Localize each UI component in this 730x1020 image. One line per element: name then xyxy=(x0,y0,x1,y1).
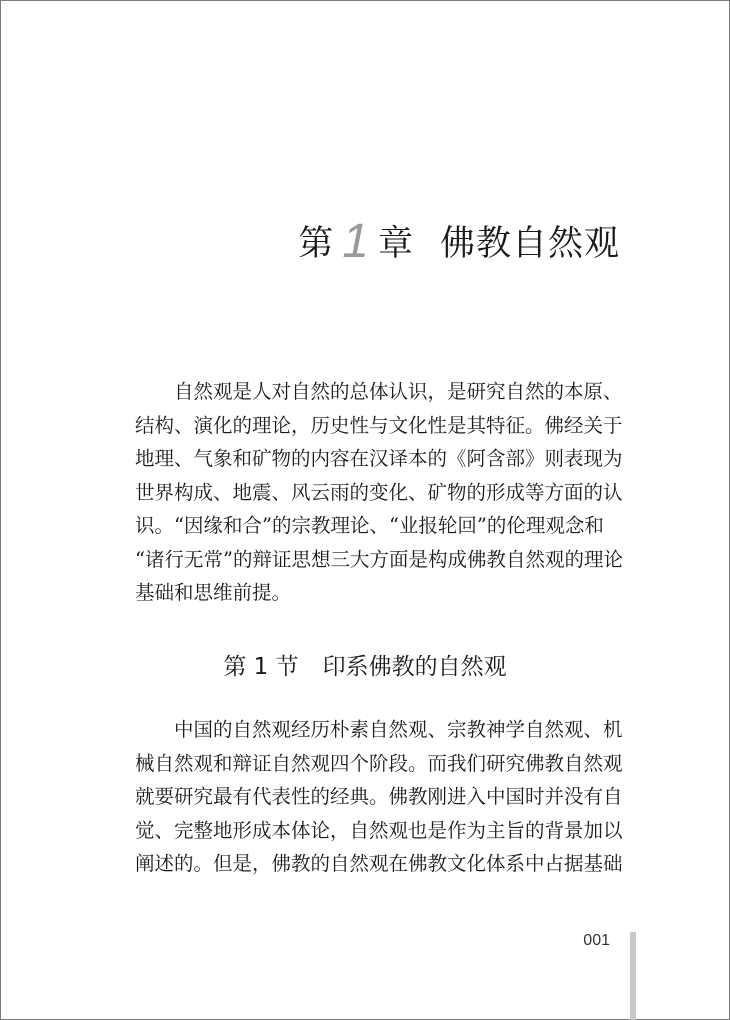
section-name: 印系佛教的自然观 xyxy=(322,654,507,680)
intro-line: 基础和思维前提。 xyxy=(135,581,292,604)
intro-line: 自然观是人对自然的总体认识，是研究自然的本原、 xyxy=(174,380,623,403)
page-edge-bar xyxy=(630,932,636,1020)
section-line: 就要研究最有代表性的经典。佛教刚进入中国时并没有自 xyxy=(135,785,623,808)
section-line: 觉、完整地形成本体论，自然观也是作为主旨的背景加以 xyxy=(135,818,623,842)
section-line: 中国的自然观经历朴素自然观、宗教神学自然观、机 xyxy=(174,718,623,741)
intro-line: 世界构成、地震、风云雨的变化、矿物的形成等方面的认 xyxy=(135,480,623,504)
chapter-title xyxy=(298,212,620,267)
chapter-suffix: 章 xyxy=(377,224,414,264)
chapter-name: 佛教自然观 xyxy=(439,224,620,264)
section-label: 第 1 节 xyxy=(223,654,299,680)
page-number: 001 xyxy=(583,932,610,949)
intro-line: “诸行无常”的辩证思想三大方面是构成佛教自然观的理论 xyxy=(135,547,623,571)
intro-line: 地理、气象和矿物的内容在汉译本的《阿含部》则表现为 xyxy=(135,447,623,470)
section-line: 械自然观和辩证自然观四个阶段。而我们研究佛教自然观 xyxy=(135,751,623,775)
chapter-prefix: 第 xyxy=(298,224,335,264)
intro-line: 识。“因缘和合”的宗教理论、“业报轮回”的伦理观念和 xyxy=(135,514,604,537)
intro-paragraph xyxy=(135,375,623,610)
chapter-number: 1 xyxy=(342,215,370,268)
section-paragraph xyxy=(135,713,623,881)
section-line: 阐述的。但是，佛教的自然观在佛教文化体系中占据基础 xyxy=(135,852,623,875)
section-heading xyxy=(0,648,730,681)
intro-line: 结构、演化的理论，历史性与文化性是其特征。佛经关于 xyxy=(135,413,623,437)
